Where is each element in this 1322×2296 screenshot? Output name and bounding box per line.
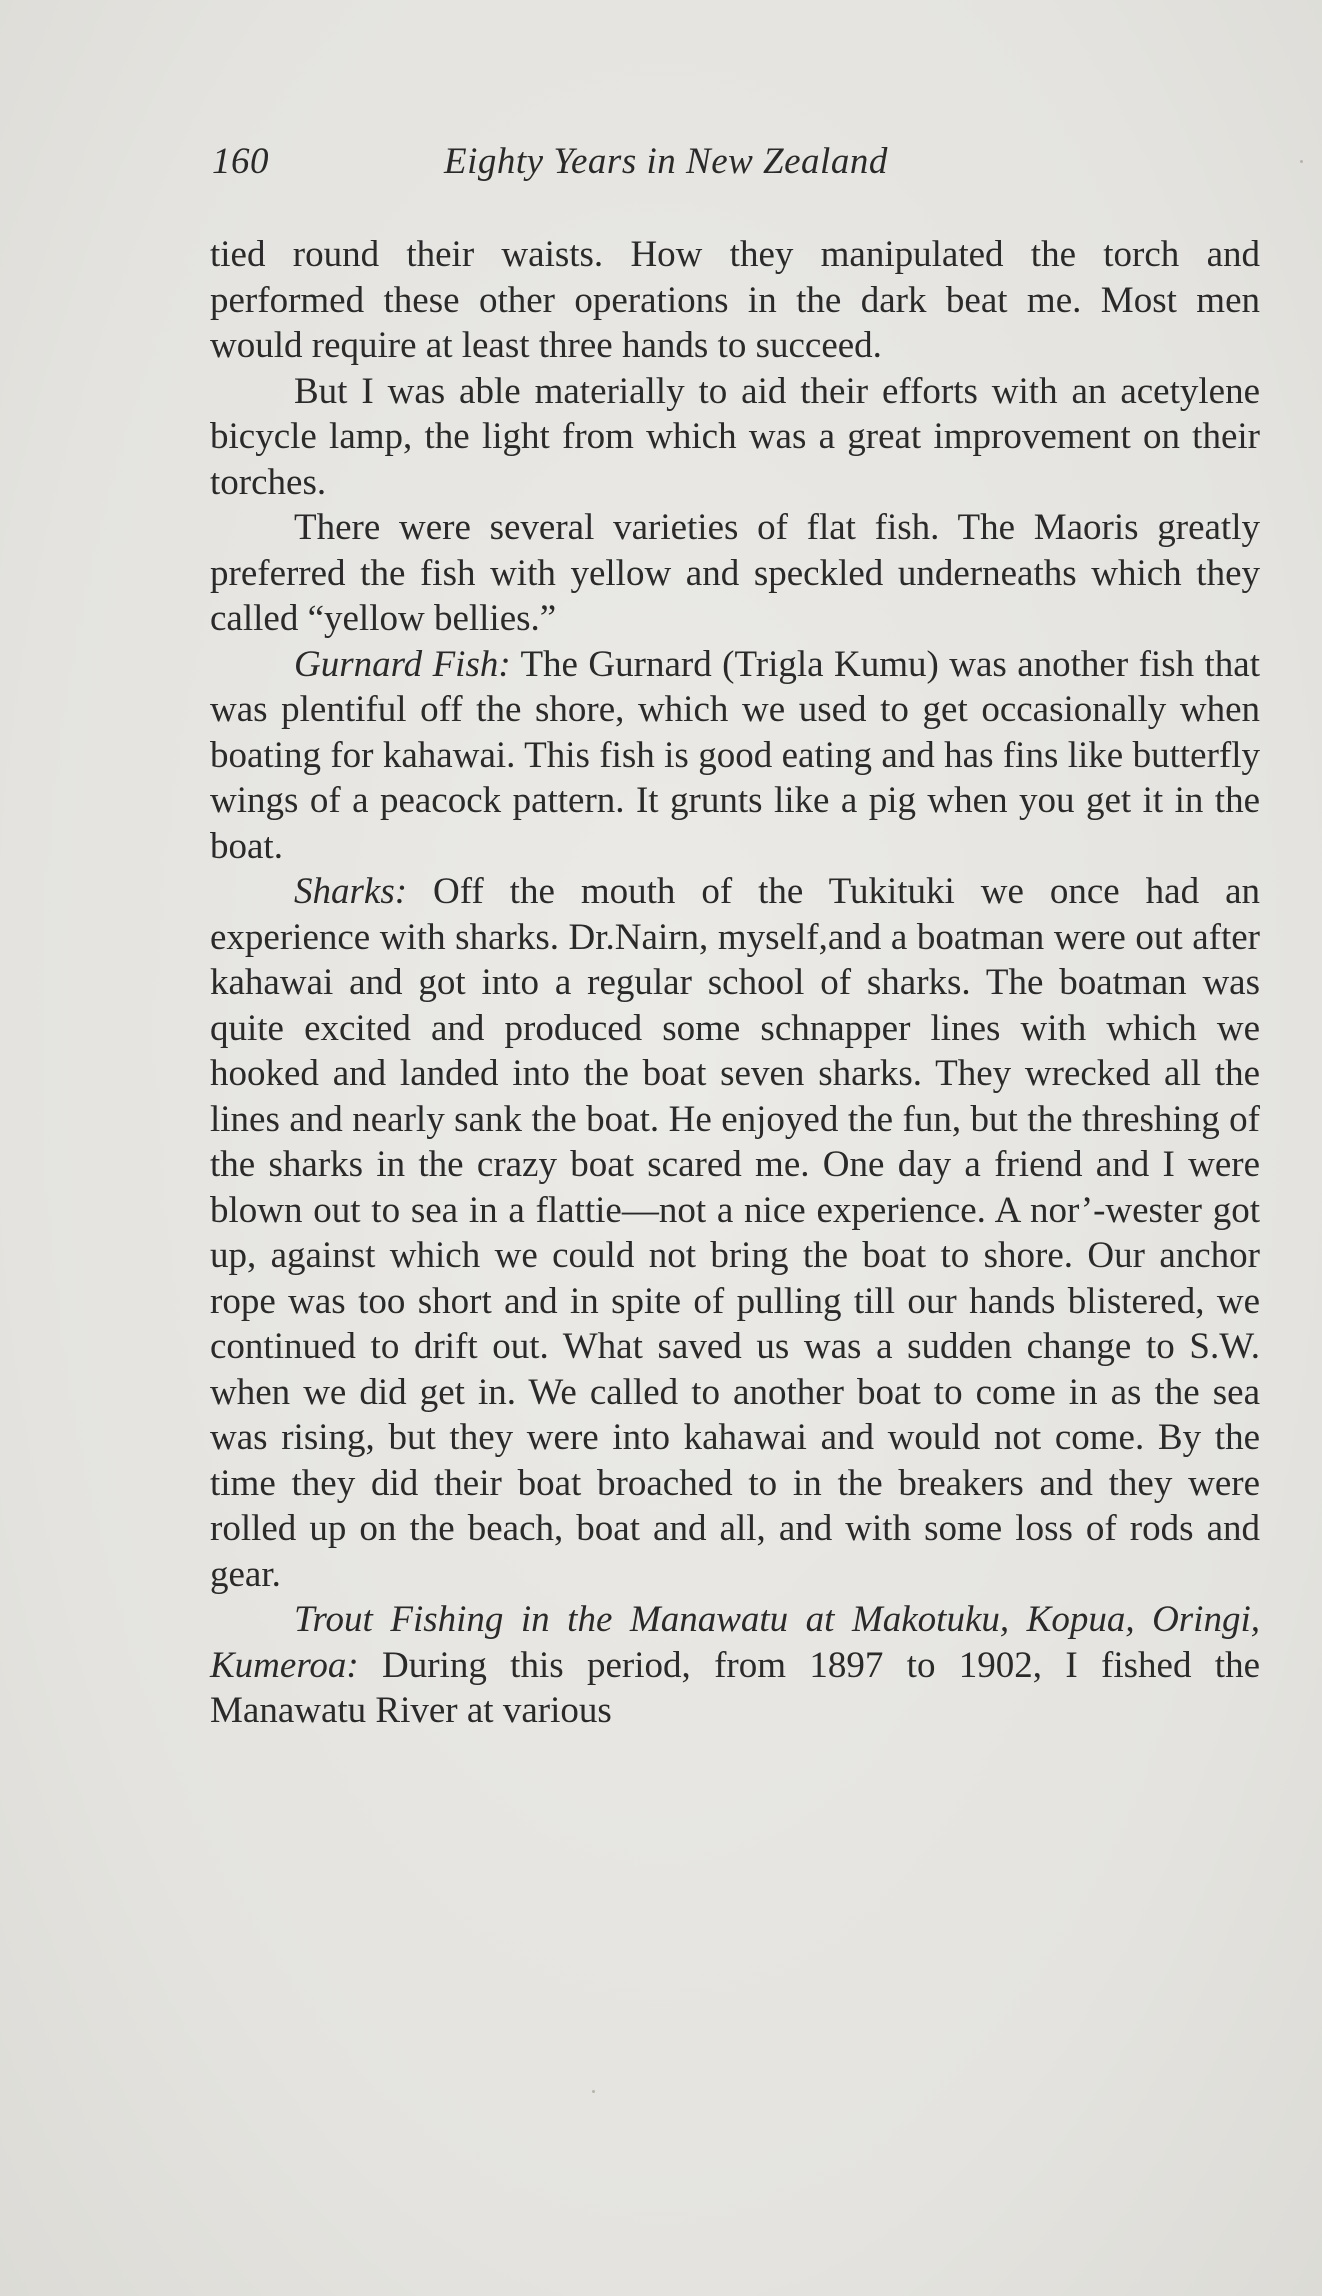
sharks-heading: Sharks: xyxy=(294,871,408,912)
paragraph-torch: tied round their waists. How they manipulated the torch and performed these other operations in the dark beat me. Most men would require at least three hands to succeed. xyxy=(210,234,1260,366)
page-number: 160 xyxy=(212,141,269,182)
sharks-text: Off the mouth of the Tukituki we once had an experience with sharks. Dr.Nairn, myself,and a boatman were out after kahawai and got into a regular school of sharks. The boatman was quite excited and produced some schnapper lines with which we hooked and landed into the boat seven sharks. They wrecked all the lines and nearly sank the boat. He enjoyed the fun, but the threshing of the sharks in the crazy boat scared me. One day a friend and I were blown out to sea in a flattie—not a nice experience. A nor’-wester got up, against which we could not bring the boat to shore. Our anchor rope was too short and in spite of pulling till our hands blistered, we continued to drift out. What saved us was a sudden change to S.W. when we did get in. We called to another boat to come in as the sea was rising, but they were into kahawai and would not come. By the time they did their boat broached to in the breakers and they were rolled up on the beach, boat and all, and with some loss of rods and gear. xyxy=(210,871,1260,1595)
gurnard-heading: Gurnard Fish: xyxy=(294,643,511,685)
gurnard-text: The Gurnard (Trigla Kumu) was another fish that was plentiful off the shore, which we used to get occasionally when boating for kahawai. This fish is good eating and has fins like butterfly wings of a peacock pattern. It grunts like a pig when you get it in the boat. xyxy=(210,643,1261,867)
body-text xyxy=(210,232,1260,1734)
paragraph-sharks xyxy=(210,869,1260,1597)
trout-heading: Trout Fishing in the Manawatu at Makotuku, Kopua, Oringi, Kumeroa: xyxy=(210,1599,1260,1686)
trout-text: During this period, from 1897 to 1902, I fished the Manawatu River at various xyxy=(210,1644,1260,1731)
paragraph-trout-fishing xyxy=(210,1597,1260,1734)
paragraph-gurnard xyxy=(210,642,1260,870)
paragraph-acetylene-lamp: But I was able materially to aid their efforts with an acetylene bicycle lamp, the light from which was a great improvement on their torches. xyxy=(210,370,1260,503)
running-title: Eighty Years in New Zealand xyxy=(444,141,888,182)
paper-speck xyxy=(1300,160,1303,163)
paper-speck xyxy=(592,2090,595,2093)
paragraph-flat-fish: There were several varieties of flat fish. The Maoris greatly preferred the fish with yellow and speckled underneaths which they called “yellow bellies.” xyxy=(210,507,1260,639)
page-header xyxy=(212,140,1032,190)
